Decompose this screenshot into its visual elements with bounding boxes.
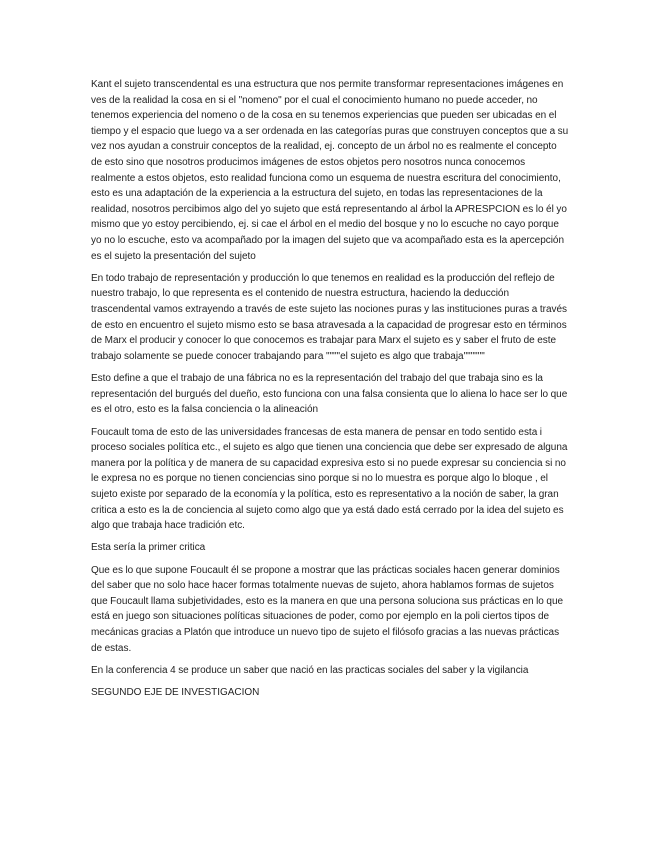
heading-segundo-eje: SEGUNDO EJE DE INVESTIGACION: [91, 687, 260, 699]
paragraph-kant-sujeto-transcendental: Kant el sujeto transcendental es una estructura que nos permite transformar representaciones imágenes en ves de la realidad la cosa en si el "nomeno" por el cual el conocimiento humano no puede acceder, no tenemos experiencia del nomeno o de la cosa en su tenemos experiencias que pueden ser ubicadas en el tiempo y el espacio que luego va a ser ordenada en las categorías puras que construyen conceptos que a su vez nos ayudan a construir conceptos de la realidad, ej. concepto de un árbol no es realmente el concepto de esto sino que nosotros producimos imágenes de estos objetos pero nosotros nunca conocemos realmente a estos objetos, esto realidad funciona como un esquema de nuestra escritura del conocimiento, esto es una adaptación de la experiencia a la estructura del sujeto, en todas las representaciones de la realidad, nosotros percibimos algo del yo sujeto que está representando al árbol la APRESPCION es lo él yo mismo que yo estoy percibiendo, ej. si cae el árbol en el medio del bosque y no lo escuche no cayo porque yo no lo escuche, esto va acompañado por la imagen del sujeto que va acompañado esta es la apercepción es el sujeto la presentación del sujeto: [91, 79, 569, 262]
paragraph-foucault-practicas-sociales: Que es lo que supone Foucault él se propone a mostrar que las prácticas sociales hacen generar dominios del saber que no solo hace hacer formas totalmente nuevas de sujeto, ahora hablamos formas de sujetos que Foucault llama subjetividades, esto es la manera en que una persona soluciona sus prácticas en lo que está en juego son situaciones políticas situaciones de poder, como por ejemplo en la poli ciertos tipos de mecánicas gracias a Platón que introduce un nuevo tipo de sujeto el filósofo gracias a las nuevas prácticas de estas.: [91, 564, 564, 654]
paragraph-trabajo-representacion: En todo trabajo de representación y producción lo que tenemos en realidad es la producción del reflejo de nuestro trabajo, lo que representa es el contenido de nuestra estructura, haciendo la deducción trascendental vamos extrayendo a través de este sujeto las nociones puras y las instituciones puras a través de esto en encuentro el sujeto mismo esto se basa atravesada a la capacidad de progresar esto en términos de Marx el producir y conocer lo que conocemos es trabajar para Marx el sujeto es y saber el fruto de este trabajo solamente se puede conocer trabajando para """"el sujeto es algo que trabaja"""""": [91, 272, 568, 362]
paragraph-foucault-universidades: Foucault toma de esto de las universidades francesas de esta manera de pensar en todo sentido esta i proceso sociales política etc., el sujeto es algo que tienen una conciencia que debe ser expresado de alguna manera por la política y de manera de su capacidad expresiva esto si no puede expresar su conciencia si no le expresa no es porque no tienen conciencias sino porque si no lo muestra es porque algo lo bloque , el sujeto existe por separado de la economía y la política, esto es representativo a la noción de saber, la gran critica a esto es la de conciencia al sujeto como algo que ya está dado está cerrado por la idea del sujeto es algo que trabaja hace tradición etc.: [91, 426, 568, 532]
paragraph-fabrica-falsa-conciencia: Esto define a que el trabajo de una fábrica no es la representación del trabajo del que trabaja sino es la representación del burgués del dueño, esto funciona con una falsa consienta que lo aliena lo hace ser lo que es el otro, esto es la falsa conciencia o la alineación: [91, 373, 568, 416]
document-body: [91, 77, 569, 707]
paragraph-primer-critica: Esta sería la primer critica: [91, 542, 206, 554]
paragraph-conferencia-4: En la conferencia 4 se produce un saber que nació en las practicas sociales del saber y la vigilancia: [91, 664, 529, 676]
